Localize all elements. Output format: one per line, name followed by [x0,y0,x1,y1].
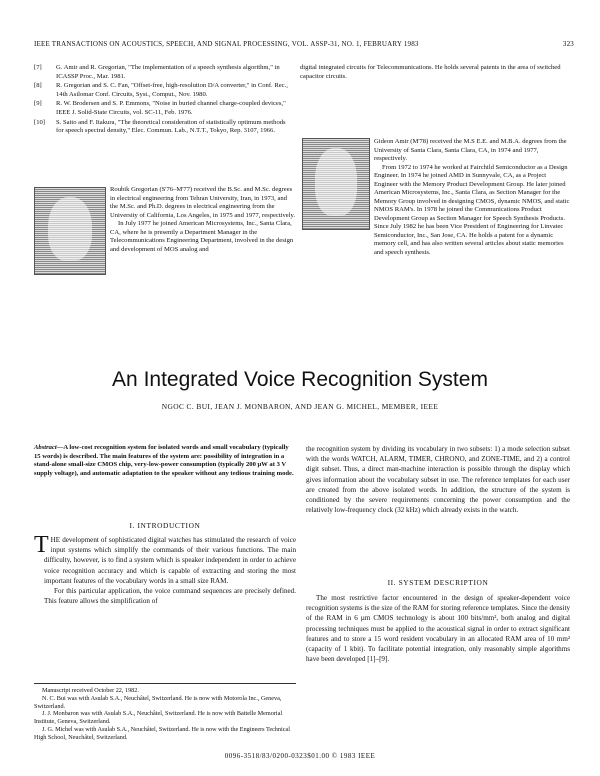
system-description-body [306,593,570,664]
reference-item [34,100,289,117]
reference-text: R. Gregorian and S. C. Fan, "Offset-free, high-resolution D/A converter," in Conf. Rec., 14th Asilomar Conf. Circuits, Syst., Comput., Nov. 1980. [56,82,288,98]
running-header [34,40,574,48]
reference-item [34,82,289,99]
reference-item [34,64,289,81]
bio-paragraph: Gideon Amir (M'78) received the M.S E.E. and M.B.A. degrees from the University of Santa Clara, Santa Clara, CA, in 1974 and 1977, respectively. [374,138,567,162]
footnotes [34,683,296,742]
reference-item [34,119,289,136]
footnote: N. C. Bui was with Asulab S.A., Neuchâtel, Switzerland. He is now with Motorola Inc., Geneva, Switzerland. [34,694,282,710]
abstract-text: —A low-cost recognition system for isolated words and small vocabulary (typically 15 words) is described. The main features of the system are: possibility of integration in a stand-alone small-size CMOS chip, very-low-power consumption (typically 200 µW at 3 V supply voltage), and automatic adaptation to the speaker without any tedious training mode. [34,444,294,477]
intro-paragraph: HE development of sophisticated digital watches has stimulated the research of voice input systems which simplify the commands of their various functions. The main difficulty, however, is to find a system which is speaker independent in order to achieve voice recognition accuracy and which is capable of extracting and storing the most important features of the vocabulary words in a small size RAM. [44,536,296,585]
intro-paragraph: For this particular application, the voice command sequences are precisely defined. This feature allows the simplification of [44,587,296,606]
reference-text: G. Amir and R. Gregorian, "The implementation of a speech synthesis algorithm," in ICASSP Proc., Mar. 1981. [56,64,280,80]
bio-gregorian [110,186,296,254]
article-title: An Integrated Voice Recognition System [112,368,488,391]
bio-continuation: digital integrated circuits for Telecommunications. He holds several patents in the area of switched capacitor circuits. [300,64,561,80]
section-heading-system-description: II. SYSTEM DESCRIPTION [387,578,489,587]
introduction-body [34,532,296,606]
journal-header: IEEE TRANSACTIONS ON ACOUSTICS, SPEECH, AND SIGNAL PROCESSING, VOL. ASSP-31, NO. 1, FEBRUARY 1983 [34,40,419,48]
copyright-footer: 0096-3518/83/0200-0323$01.00 © 1983 IEEE [224,752,376,760]
bio-paragraph: In July 1977 he joined American Microsystems, Inc., Santa Clara, CA, where he is presently a Department Manager in the Telecommunications Engineering Department, involved in the design and development of MOS analog and [110,220,294,253]
body-paragraph: The most restrictive factor encountered in the design of speaker-dependent voice recognition systems is the size of the RAM for storing reference templates. Since the density of the RAM in 6 µm CMOS technology is about 100 bits/mm², both analog and digital processing techniques must be applied to the acoustical signal in order to extract significant features and to store a 15 word resident vocabulary in an allocated RAM area of 10 mm² (capacity of 1 kbit). To facilitate potential integration, only reasonably simple algorithms have been developed [1]–[9]. [306,594,570,664]
reference-text: R. W. Brodersen and S. P. Emmons, "Noise in buried channel charge-coupled devices," IEEE J. Solid-State Circuits, vol. SC-11, Feb. 1976. [56,100,286,116]
right-column-intro [306,444,570,515]
article-authors: NGOC C. BUI, JEAN J. MONBARON, AND JEAN G. MICHEL, MEMBER, IEEE [161,402,439,411]
page-number: 323 [562,40,574,48]
reference-number: [8] [34,82,42,90]
bio-paragraph: Roubik Gregorian (S'76–M'77) received the B.Sc. and M.Sc. degrees in electrical engineering from Tehran University, Iran, in 1973, and the M.Sc. and Ph.D. degrees in electrical engineering from the University of California, Los Angeles, in 1975 and 1977, respectively. [110,186,296,219]
reference-text: S. Saito and F. Itakura, "The theoretical consideration of statistically optimum methods for speech spectral density," Elec. Commun. Lab., N.T.T., Tokyo, Rep. 3107, 1966. [56,118,286,135]
abstract [34,444,296,478]
footnote: Manuscript received October 22, 1982. [42,687,139,694]
footnote: J. J. Monbaron was with Asulab S.A., Neuchâtel, Switzerland. He is now with Battelle Memorial Institute, Geneva, Switzerland. [34,710,283,726]
section-heading-introduction: I. INTRODUCTION [129,521,201,530]
drop-cap: T [34,532,49,558]
footnote: J. G. Michel was with Asulab S.A., Neuchâtel, Switzerland. He is now with the Engineers Technical High School, Neuchâtel, Switzerland. [34,725,290,741]
reference-number: [10] [34,118,45,126]
abstract-label: Abstract [34,444,57,451]
reference-number: [9] [34,100,42,108]
bio-amir [374,138,570,257]
reference-number: [7] [34,64,42,71]
bio-paragraph: From 1972 to 1974 he worked at Fairchild Semiconductor as a Design Engineer. In 1974 he joined AMD in Sunnyvale, CA, as a Project Engineer with the Memory Product Development Group. He later joined American Microsystems, Inc., Santa Clara, as Section Manager for the Memory Group involved in designing CMOS, dynamic NMOS, and static NMOS RAM's. In 1978 he joined the Communications Product Development Group as Section Manager for Speech Synthesis Products. Since July 1982 he has been Vice President of Engineering for Linvatec Semiconductor, Inc., San Jose, CA. He holds a patent for a dynamic memory cell, and has also written several articles about static memories and speech synthesis. [374,163,570,256]
body-paragraph: the recognition system by dividing its vocabulary in two subsets: 1) a mode selection subset with the words WATCH, ALARM, TIMER, CHRONO, and ZONE-TIME, and 2) a control digit subset. Thus, a direct man-machine interaction is possible through the display which gives information about the vocabulary subset in use. The reference templates for each user are created from the above isolated words. In addition, the structure of the system is conditioned by the severe requirements concerning the power consumption and the relatively low-frequency clock (32 kHz) which already exists in the watch. [306,445,570,515]
reference-list [34,64,289,137]
author-photo-amir [302,138,370,230]
author-photo-gregorian [34,187,106,275]
